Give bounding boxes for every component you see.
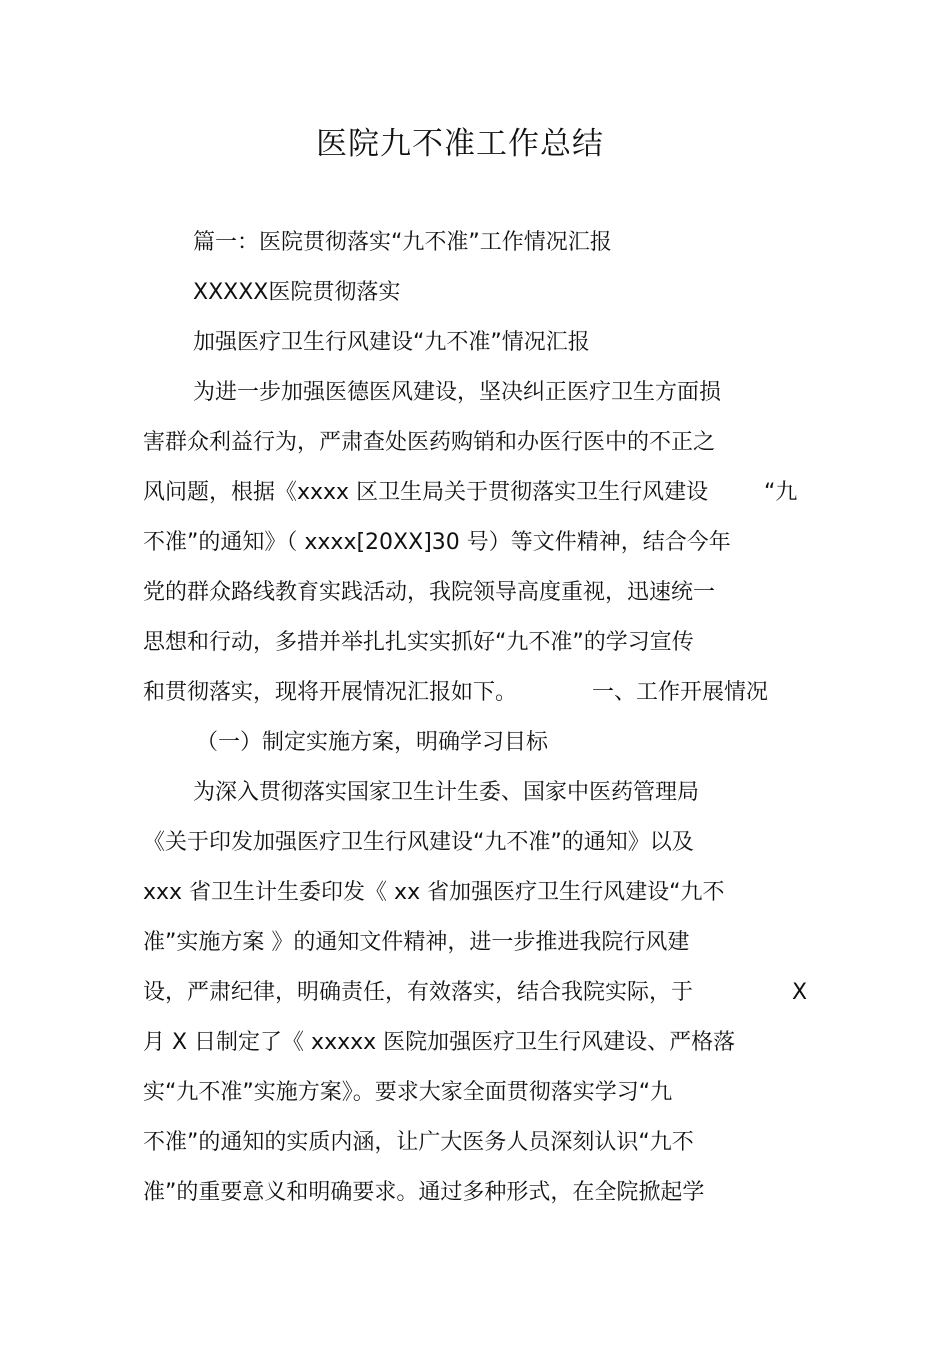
body-line: 不准”的通知》（ xxxx[20XX]30 号）等文件精神，结合今年: [143, 530, 731, 555]
body-line: 党的群众路线教育实践活动，我院领导高度重视，迅速统一: [143, 580, 716, 605]
body-line: 准”的重要意义和明确要求。通过多种形式，在全院掀起学: [143, 1180, 705, 1205]
body-line: xxx 省卫生计生委印发《 xx 省加强医疗卫生行风建设“九不: [143, 880, 725, 905]
body-line: 《关于印发加强医疗卫生行风建设“九不准”的通知》以及: [143, 830, 694, 855]
body-line: 为深入贯彻落实国家卫生计生委、国家中医药管理局: [193, 780, 700, 805]
body-line: 害群众利益行为，严肃查处医药购销和办医行医中的不正之: [143, 430, 716, 455]
body-line-tail: X: [792, 980, 808, 1005]
body-line: 月 X 日制定了《 xxxxx 医院加强医疗卫生行风建设、严格落: [143, 1030, 736, 1055]
subsection-heading: （一）制定实施方案，明确学习目标: [196, 730, 549, 755]
document-title: 医院九不准工作总结: [316, 126, 604, 162]
body-line: 思想和行动，多措并举扎扎实实抓好“九不准”的学习宣传: [143, 630, 694, 655]
report-subtitle: 加强医疗卫生行风建设“九不准”情况汇报: [193, 330, 590, 355]
body-line: 风问题，根据《xxxx 区卫生局关于贯彻落实卫生行风建设: [143, 480, 709, 505]
body-line: 准”实施方案 》的通知文件精神，进一步推进我院行风建: [143, 930, 690, 955]
subsection-heading: 一、工作开展情况: [592, 680, 769, 705]
report-org-line: XXXXX医院贯彻落实: [193, 280, 401, 305]
body-line-tail: “九: [764, 480, 798, 505]
body-line: 为进一步加强医德医风建设，坚决纠正医疗卫生方面损: [193, 380, 722, 405]
section-heading: 篇一：医院贯彻落实“九不准”工作情况汇报: [193, 230, 612, 255]
body-line: 不准”的通知的实质内涵，让广大医务人员深刻认识“九不: [143, 1130, 694, 1155]
body-line: 实“九不准”实施方案》。要求大家全面贯彻落实学习“九: [143, 1080, 673, 1105]
body-line: 设，严肃纪律，明确责任，有效落实，结合我院实际，于: [143, 980, 694, 1005]
body-line: 和贯彻落实，现将开展情况汇报如下。: [143, 680, 518, 705]
